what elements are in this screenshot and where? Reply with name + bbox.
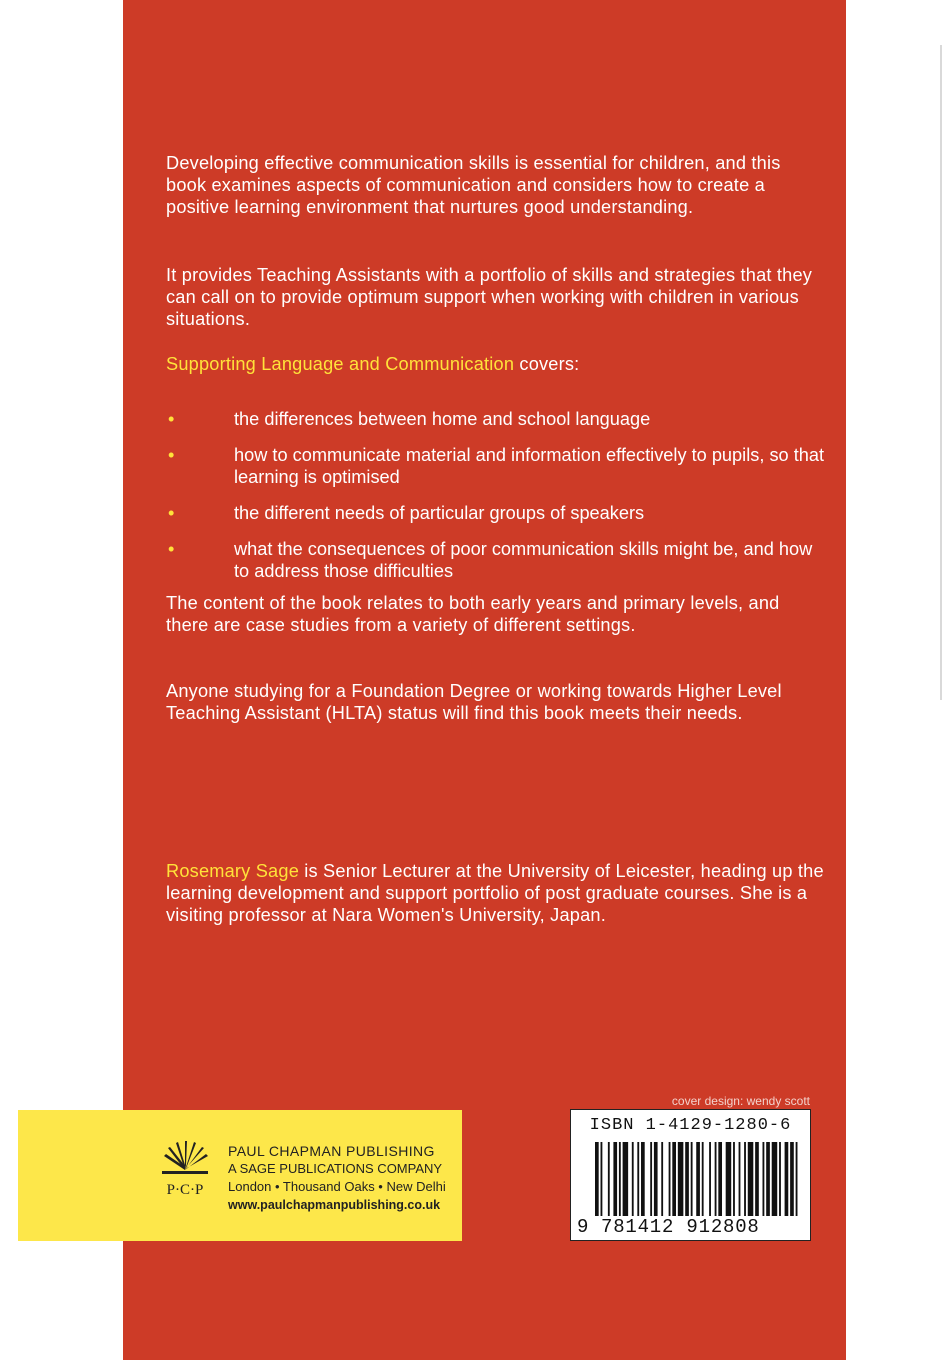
barcode-bar (718, 1142, 722, 1216)
barcode-bar (739, 1142, 741, 1216)
barcode-bar (733, 1142, 735, 1216)
barcode-bar (702, 1142, 704, 1216)
cover-design-credit: cover design: wendy scott (671, 1094, 810, 1108)
book-title-highlight: Supporting Language and Communication (166, 354, 515, 374)
ean-digits: 781412 912808 (601, 1216, 760, 1238)
barcode-bar (623, 1142, 629, 1216)
barcode-bar (766, 1142, 770, 1216)
barcode-bar (619, 1142, 621, 1216)
publisher-block (18, 1110, 462, 1241)
list-item (166, 408, 826, 430)
barcode-bar (696, 1142, 700, 1216)
barcode-bar (709, 1142, 711, 1216)
barcode-bar (650, 1142, 652, 1216)
book-logo-icon (156, 1140, 214, 1206)
page-margin (846, 0, 946, 1360)
list-item (166, 502, 826, 524)
barcode-bar (726, 1142, 732, 1216)
publisher-company: A SAGE PUBLICATIONS COMPANY (228, 1161, 443, 1176)
blurb-paragraph-3: The content of the book relates to both early years and primary levels, and there are case studies from a variety of different settings. (166, 593, 780, 635)
list-item-text: the different needs of particular groups of speakers (234, 503, 645, 523)
blurb-paragraph-2: It provides Teaching Assistants with a portfolio of skills and strategies that they can call on to provide optimum support when working with children in various situations. (166, 265, 813, 329)
covers-suffix: covers: (514, 354, 580, 374)
list-item-text: what the consequences of poor communication skills might be, and how to address those difficulties (234, 539, 813, 581)
publisher-locations: London • Thousand Oaks • New Delhi (228, 1179, 446, 1194)
author-bio (166, 860, 826, 926)
barcode-bar (608, 1142, 610, 1216)
barcode-bar (632, 1142, 634, 1216)
barcode-bar (785, 1142, 789, 1216)
barcode-bar (669, 1142, 671, 1216)
barcode-bar (779, 1142, 781, 1216)
list-item (166, 444, 826, 488)
barcode-bar (685, 1142, 689, 1216)
bullet-icon: • (168, 503, 175, 523)
bullet-icon: • (168, 539, 175, 559)
bullet-icon: • (168, 409, 175, 429)
barcode-bar (763, 1142, 765, 1216)
publisher-name: PAUL CHAPMAN PUBLISHING (228, 1143, 435, 1159)
blurb-paragraph-4: Anyone studying for a Foundation Degree or working towards Higher Level Teaching Assistant (HLTA) status will find this book meets their needs. (166, 681, 782, 723)
barcode-bar (744, 1142, 746, 1216)
barcode-bar (672, 1142, 676, 1216)
barcode-bar (790, 1142, 794, 1216)
barcode-bar (654, 1142, 658, 1216)
barcode-block (570, 1109, 811, 1241)
barcode-bar (637, 1142, 639, 1216)
barcode-bar (715, 1142, 717, 1216)
barcode-bar (796, 1142, 798, 1216)
page-edge-line (940, 45, 942, 700)
barcode-bar (691, 1142, 693, 1216)
isbn-text: ISBN 1-4129-1280-6 (589, 1116, 792, 1135)
author-bio-text: is Senior Lecturer at the University of Leicester, heading up the learning development and support portfolio of post graduate courses. She is a visiting professor at Nara Women's University, Japan. (166, 861, 824, 925)
barcode-bar (641, 1142, 645, 1216)
bullet-icon: • (168, 445, 175, 465)
publisher-logo-text: P·C·P (166, 1182, 204, 1198)
barcode-bar (678, 1142, 684, 1216)
barcode-bar (601, 1142, 603, 1216)
blurb-paragraph-1: Developing effective communication skills is essential for children, and this book examines aspects of communication and considers how to create a positive learning environment that nurtures good understanding. (166, 153, 781, 217)
barcode-bar (772, 1142, 778, 1216)
author-name: Rosemary Sage (166, 861, 300, 881)
barcode-bar (661, 1142, 663, 1216)
barcode-bar (613, 1142, 617, 1216)
topics-list (166, 408, 826, 596)
barcode-bar (755, 1142, 759, 1216)
list-item-text: the differences between home and school language (234, 409, 651, 429)
barcode-bar (748, 1142, 754, 1216)
ean-first-digit: 9 (577, 1216, 590, 1238)
list-item (166, 538, 826, 582)
barcode-icon (595, 1142, 803, 1216)
barcode-bar (595, 1142, 599, 1216)
list-item-text: how to communicate material and information effectively to pupils, so that learning is optimised (234, 445, 825, 487)
covers-intro (166, 353, 826, 375)
publisher-url: www.paulchapmanpublishing.co.uk (228, 1198, 441, 1212)
publisher-info (228, 1142, 446, 1214)
